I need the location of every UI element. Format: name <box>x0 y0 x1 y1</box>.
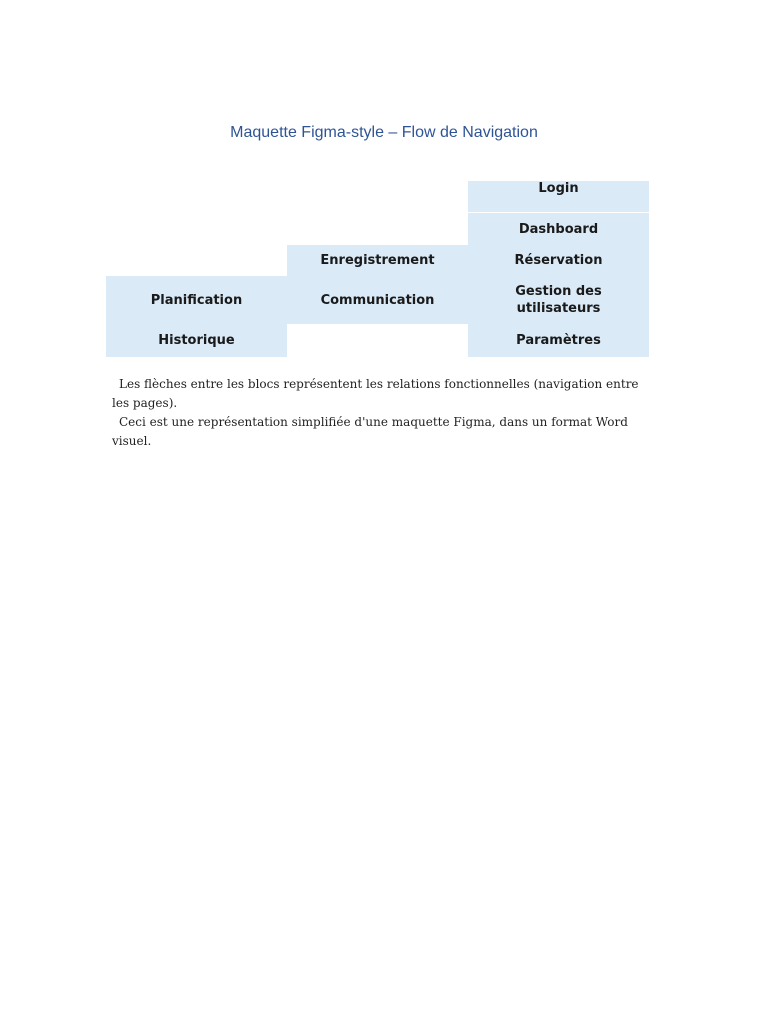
block-enregistrement <box>287 245 468 276</box>
block-historique <box>106 324 287 357</box>
block-planification <box>106 276 287 324</box>
block-gestion-label-line1: Gestion des <box>515 284 602 299</box>
block-communication-label: Communication <box>320 292 435 308</box>
paragraph-arrows-note: Les flèches entre les blocs représentent les relations fonctionnelles (navigation entre les pages). <box>112 377 639 410</box>
block-login <box>468 181 649 212</box>
block-parametres <box>468 324 649 357</box>
block-dashboard <box>468 213 649 245</box>
block-login-label: Login <box>538 181 579 196</box>
block-parametres-label: Paramètres <box>516 333 601 348</box>
block-enregistrement-label: Enregistrement <box>320 253 435 268</box>
block-dashboard-label: Dashboard <box>518 221 599 237</box>
block-gestion-label-line2: utilisateurs <box>516 301 601 316</box>
block-reservation-label: Réservation <box>514 253 603 268</box>
block-communication <box>287 276 468 324</box>
paragraph-figma-note: Ceci est une représentation simplifiée d'une maquette Figma, dans un format Word visuel. <box>112 415 628 448</box>
block-reservation <box>468 245 649 276</box>
block-gestion-utilisateurs <box>468 276 649 324</box>
block-planification-label: Planification <box>150 292 243 308</box>
block-historique-label: Historique <box>158 333 235 348</box>
page-title: Maquette Figma-style – Flow de Navigation <box>230 124 538 141</box>
